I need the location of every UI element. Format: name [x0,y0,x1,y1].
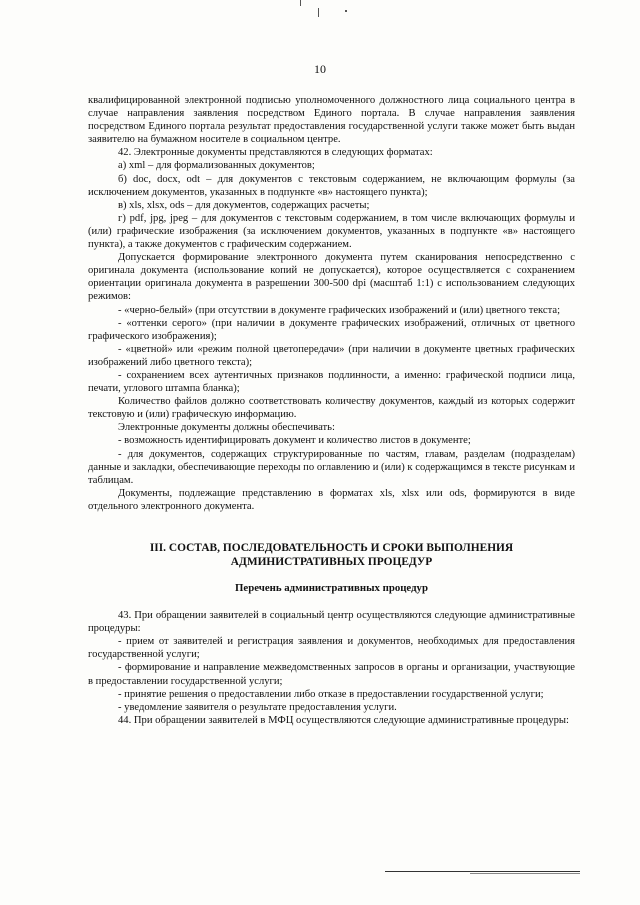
list-item: - «черно-белый» (при отсутствии в документе графических изображений и (или) цветного текста; [118,304,561,316]
list-item: б) doc, docx, odt – для документов с текстовым содержанием, не включающим формулы (за исключением документов, указанных в подпункте «в» настоящего пункта); [88,173,575,198]
scan-artifact [345,10,347,12]
list-item: - «цветной» или «режим полной цветопередачи» (при наличии в документе цветных графических изображений либо цветного текста); [88,343,575,368]
paragraph: 43. При обращении заявителей в социальный центр осуществляются следующие административные процедуры: [88,610,575,635]
paragraph: 42. Электронные документы представляются в следующих форматах: [118,147,433,159]
list-item: - уведомление заявителя о результате предоставления услуги. [118,701,397,713]
list-item: - возможность идентифицировать документ и количество листов в документе; [118,435,471,447]
list-item: г) pdf, jpg, jpeg – для документов с текстовым содержанием, в том числе включающих формулы и (или) графические изображения (за исключением документов, указанных в подпункте «в» настоящего пункта), а также документов с графическим содержанием. [88,212,575,251]
list-item: - принятие решения о предоставлении либо отказе в предоставлении государственной услуги; [118,688,544,700]
list-item: - для документов, содержащих структурированные по частям, главам, разделам (подразделам) данные и закладки, обеспечивающие переходы по оглавлению и (или) к содержащимся в тексте рисункам и таблицам. [88,448,575,486]
subheading: Перечень административных процедур [235,582,428,594]
section-heading-line: АДМИНИСТРАТИВНЫХ ПРОЦЕДУР [230,556,433,568]
document-body [88,94,575,727]
section-heading [88,541,575,569]
section-heading-line: III. СОСТАВ, ПОСЛЕДОВАТЕЛЬНОСТЬ И СРОКИ ВЫПОЛНЕНИЯ [149,542,514,554]
list-item: - сохранением всех аутентичных признаков подлинности, а именно: графической подписи лица, печати, углового штампа бланка); [88,369,575,395]
scan-artifact [300,0,301,6]
page-number: 10 [314,62,326,76]
list-item: а) xml – для формализованных документов; [118,160,315,172]
paragraph: Электронные документы должны обеспечивать: [118,422,335,434]
scan-artifact [318,8,319,17]
paragraph: Допускается формирование электронного документа путем сканирования непосредственно с оригинала документа (использование копий не допускается), которое осуществляется с сохранением ориентации оригинала документа в разрешении 300-500 dpi (масштаб 1:1) с использованием следующих режимов: [88,252,575,303]
list-item: в) xls, xlsx, ods – для документов, содержащих расчеты; [118,199,370,211]
footer-rule [385,871,580,872]
paragraph: Количество файлов должно соответствовать количеству документов, каждый из которых содержит текстовую и (или) графическую информацию. [88,396,575,421]
list-item: - прием от заявителей и регистрация заявления и документов, необходимых для предоставления государственной услуги; [88,636,575,661]
footer-rule [470,873,580,874]
list-item: - формирование и направление межведомственных запросов в органы и организации, участвующие в предоставлении государственной услуги; [88,662,575,687]
paragraph: квалифицированной электронной подписью уполномоченного должностного лица социального центра в случае направления заявления посредством Единого портала. В случае направления заявления посредством Единого портала результат предоставления государственной услуги также может быть выдан заявителю на бумажном носителе в социальном центре. [88,95,575,146]
paragraph: 44. При обращении заявителей в МФЦ осуществляются следующие административные процедуры: [118,714,569,726]
paragraph: Документы, подлежащие представлению в форматах xls, xlsx или ods, формируются в виде отдельного электронного документа. [88,487,575,512]
list-item: - «оттенки серого» (при наличии в документе графических изображений, отличных от цветного графического изображения); [88,317,575,342]
